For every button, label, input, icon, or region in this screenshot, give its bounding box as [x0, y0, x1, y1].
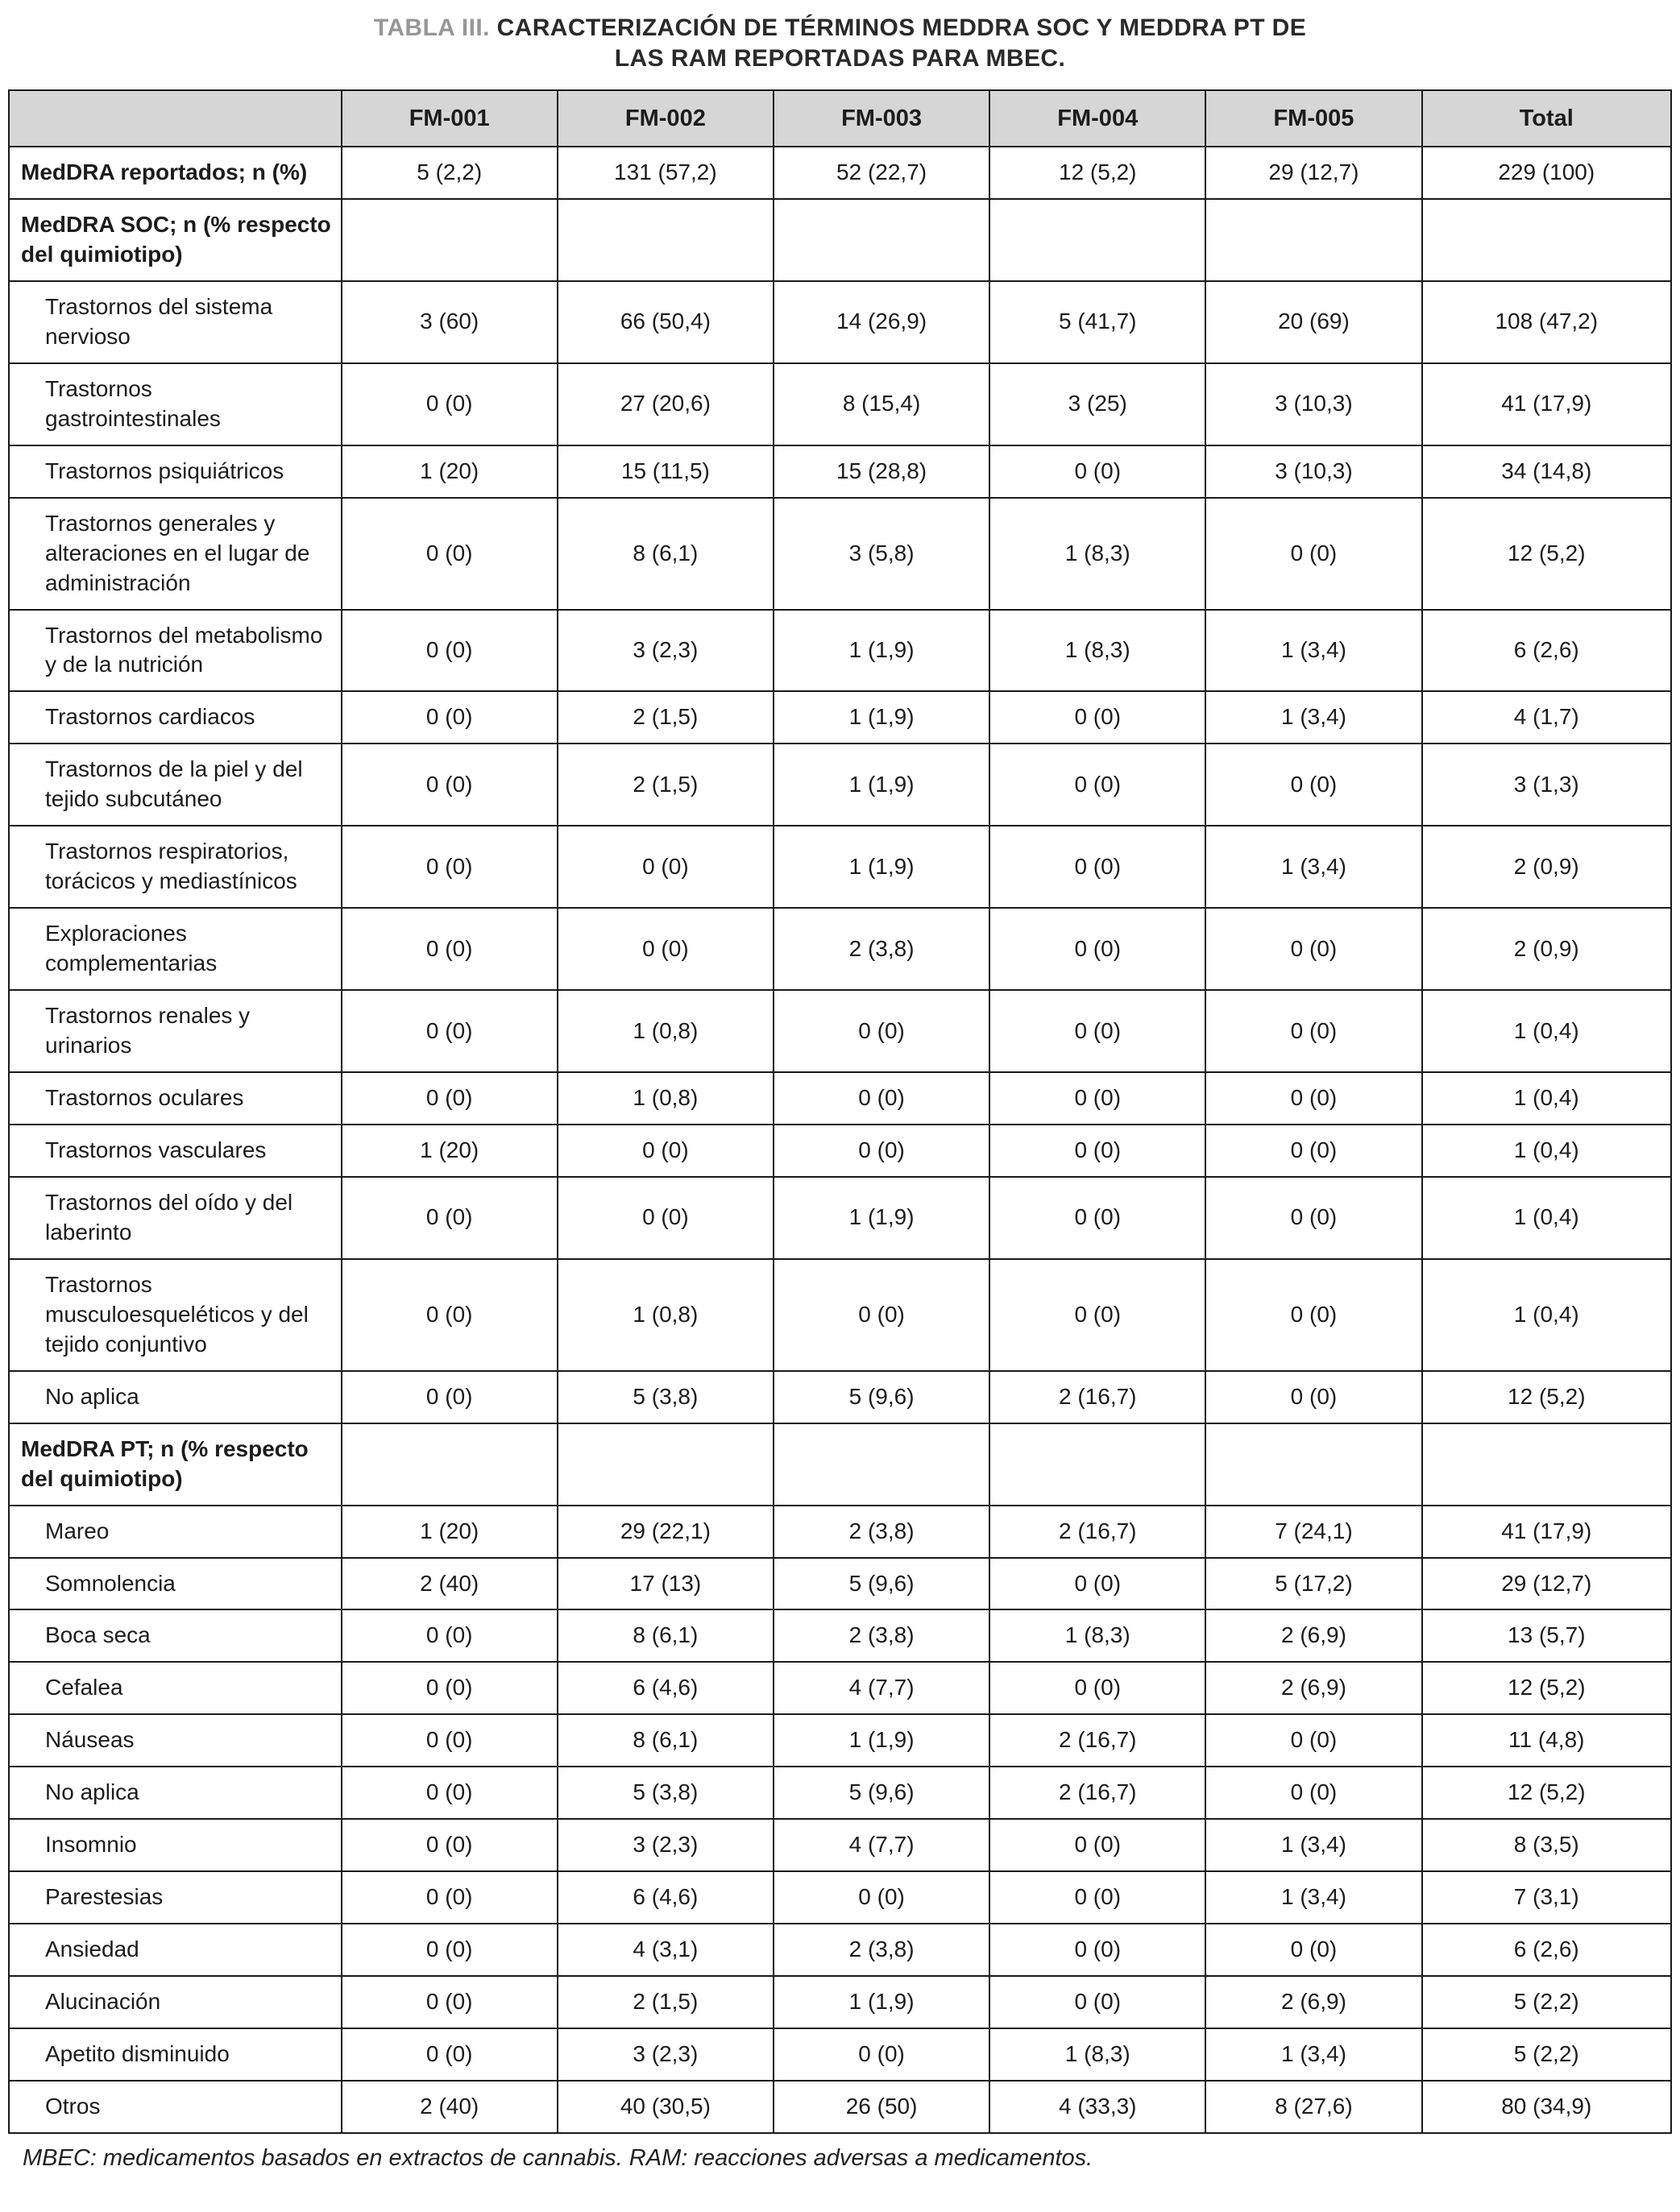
value-cell: 17 (13): [558, 1558, 774, 1610]
value-cell: [342, 199, 558, 281]
value-cell: 0 (0): [342, 1924, 558, 1976]
value-cell: [989, 1423, 1205, 1506]
value-cell: 2 (3,8): [774, 1506, 989, 1558]
table-row: [9, 363, 1671, 445]
row-label: Trastornos de la piel y del tejido subcutáneo: [9, 744, 342, 826]
table-row: [9, 281, 1671, 363]
table-row: [9, 1767, 1671, 1819]
value-cell: 40 (30,5): [558, 2081, 774, 2133]
value-cell: 0 (0): [342, 1662, 558, 1714]
value-cell: 0 (0): [774, 990, 989, 1072]
table-row: [9, 1072, 1671, 1125]
value-cell: 0 (0): [989, 1177, 1205, 1259]
value-cell: 3 (2,3): [558, 610, 774, 692]
value-cell: 1 (20): [342, 1506, 558, 1558]
value-cell: 5 (2,2): [342, 147, 558, 199]
value-cell: 5 (17,2): [1205, 1558, 1421, 1610]
row-label: Somnolencia: [9, 1558, 342, 1610]
column-header-fm-002: FM-002: [558, 90, 774, 147]
value-cell: 1 (0,4): [1422, 1259, 1671, 1371]
value-cell: 41 (17,9): [1422, 363, 1671, 445]
table-row: [9, 744, 1671, 826]
value-cell: 0 (0): [989, 1924, 1205, 1976]
value-cell: 2 (1,5): [558, 744, 774, 826]
value-cell: [1422, 1423, 1671, 1506]
value-cell: [989, 199, 1205, 281]
value-cell: 1 (1,9): [774, 610, 989, 692]
value-cell: 0 (0): [774, 1072, 989, 1125]
value-cell: 0 (0): [342, 691, 558, 744]
row-label: Ansiedad: [9, 1924, 342, 1976]
value-cell: 0 (0): [989, 1259, 1205, 1371]
value-cell: 0 (0): [342, 826, 558, 908]
value-cell: 29 (22,1): [558, 1506, 774, 1558]
value-cell: 0 (0): [989, 990, 1205, 1072]
value-cell: [558, 1423, 774, 1506]
value-cell: 0 (0): [1205, 744, 1421, 826]
table-row: [9, 1177, 1671, 1259]
value-cell: 2 (0,9): [1422, 826, 1671, 908]
value-cell: 2 (40): [342, 2081, 558, 2133]
value-cell: 0 (0): [558, 1177, 774, 1259]
row-label: Exploraciones complementarias: [9, 908, 342, 990]
value-cell: 1 (0,4): [1422, 1125, 1671, 1177]
row-label: Insomnio: [9, 1819, 342, 1871]
value-cell: 3 (10,3): [1205, 445, 1421, 498]
value-cell: 131 (57,2): [558, 147, 774, 199]
value-cell: 0 (0): [342, 1259, 558, 1371]
value-cell: 1 (3,4): [1205, 691, 1421, 744]
value-cell: 80 (34,9): [1422, 2081, 1671, 2133]
table-row: [9, 1259, 1671, 1371]
value-cell: 0 (0): [1205, 1177, 1421, 1259]
value-cell: 12 (5,2): [1422, 1371, 1671, 1423]
table-row: [9, 1371, 1671, 1423]
value-cell: 41 (17,9): [1422, 1506, 1671, 1558]
value-cell: 0 (0): [989, 1125, 1205, 1177]
value-cell: 13 (5,7): [1422, 1609, 1671, 1662]
row-label: Trastornos renales y urinarios: [9, 990, 342, 1072]
value-cell: 0 (0): [558, 1125, 774, 1177]
value-cell: 108 (47,2): [1422, 281, 1671, 363]
value-cell: 5 (2,2): [1422, 1976, 1671, 2028]
value-cell: 0 (0): [989, 445, 1205, 498]
row-label: Trastornos del oído y del laberinto: [9, 1177, 342, 1259]
row-label: Trastornos gastrointestinales: [9, 363, 342, 445]
value-cell: 1 (1,9): [774, 826, 989, 908]
table-body: [9, 147, 1671, 2133]
value-cell: 0 (0): [989, 1976, 1205, 2028]
table-row: [9, 2028, 1671, 2081]
value-cell: 6 (4,6): [558, 1871, 774, 1924]
value-cell: 2 (6,9): [1205, 1609, 1421, 1662]
table-caption: CARACTERIZACIÓN DE TÉRMINOS MEDDRA SOC Y MEDDRA PT DE LAS RAM REPORTADAS PARA MBEC.: [496, 14, 1307, 72]
value-cell: [1205, 1423, 1421, 1506]
value-cell: 229 (100): [1422, 147, 1671, 199]
value-cell: 4 (7,7): [774, 1819, 989, 1871]
value-cell: 66 (50,4): [558, 281, 774, 363]
value-cell: 5 (3,8): [558, 1767, 774, 1819]
table-row: [9, 908, 1671, 990]
value-cell: 0 (0): [342, 1371, 558, 1423]
column-header-fm-003: FM-003: [774, 90, 989, 147]
value-cell: [342, 1423, 558, 1506]
value-cell: 2 (16,7): [989, 1371, 1205, 1423]
value-cell: 0 (0): [1205, 908, 1421, 990]
value-cell: 5 (9,6): [774, 1767, 989, 1819]
value-cell: 7 (3,1): [1422, 1871, 1671, 1924]
value-cell: 1 (20): [342, 1125, 558, 1177]
value-cell: 2 (3,8): [774, 1609, 989, 1662]
row-label: MedDRA SOC; n (% respecto del quimiotipo): [9, 199, 342, 281]
table-row: [9, 1819, 1671, 1871]
value-cell: 3 (60): [342, 281, 558, 363]
row-label: Trastornos del metabolismo y de la nutrición: [9, 610, 342, 692]
value-cell: 1 (8,3): [989, 498, 1205, 610]
value-cell: 3 (5,8): [774, 498, 989, 610]
value-cell: 0 (0): [989, 908, 1205, 990]
row-label: Trastornos del sistema nervioso: [9, 281, 342, 363]
value-cell: 6 (2,6): [1422, 1924, 1671, 1976]
row-label: Trastornos musculoesqueléticos y del tejido conjuntivo: [9, 1259, 342, 1371]
table-row: [9, 1506, 1671, 1558]
table-row: [9, 990, 1671, 1072]
value-cell: 1 (3,4): [1205, 826, 1421, 908]
value-cell: 0 (0): [558, 826, 774, 908]
value-cell: 0 (0): [342, 1819, 558, 1871]
value-cell: 12 (5,2): [989, 147, 1205, 199]
table-number: TABLA III.: [373, 14, 490, 41]
value-cell: 0 (0): [989, 744, 1205, 826]
meddra-terms-table: [8, 89, 1672, 2134]
table-footnote: MBEC: medicamentos basados en extractos de cannabis. RAM: reacciones adversas a medicamentos.: [23, 2144, 1093, 2171]
value-cell: [774, 1423, 989, 1506]
value-cell: 0 (0): [1205, 498, 1421, 610]
table-row: [9, 691, 1671, 744]
row-label: Otros: [9, 2081, 342, 2133]
row-label: Trastornos generales y alteraciones en el lugar de administración: [9, 498, 342, 610]
row-label: Cefalea: [9, 1662, 342, 1714]
column-header-fm-005: FM-005: [1205, 90, 1421, 147]
value-cell: 26 (50): [774, 2081, 989, 2133]
value-cell: 12 (5,2): [1422, 1767, 1671, 1819]
value-cell: 1 (3,4): [1205, 2028, 1421, 2081]
value-cell: 1 (3,4): [1205, 1819, 1421, 1871]
value-cell: 8 (15,4): [774, 363, 989, 445]
value-cell: 11 (4,8): [1422, 1714, 1671, 1767]
value-cell: 0 (0): [342, 990, 558, 1072]
row-label: No aplica: [9, 1767, 342, 1819]
value-cell: 20 (69): [1205, 281, 1421, 363]
table-row: [9, 1714, 1671, 1767]
value-cell: 5 (3,8): [558, 1371, 774, 1423]
row-label: Trastornos cardiacos: [9, 691, 342, 744]
value-cell: 5 (2,2): [1422, 2028, 1671, 2081]
value-cell: 0 (0): [558, 908, 774, 990]
table-row: [9, 1662, 1671, 1714]
value-cell: 2 (1,5): [558, 1976, 774, 2028]
row-label: Apetito disminuido: [9, 2028, 342, 2081]
value-cell: 0 (0): [774, 2028, 989, 2081]
value-cell: 0 (0): [342, 1072, 558, 1125]
value-cell: 0 (0): [342, 363, 558, 445]
value-cell: 2 (1,5): [558, 691, 774, 744]
value-cell: 52 (22,7): [774, 147, 989, 199]
value-cell: 0 (0): [342, 1976, 558, 2028]
value-cell: 1 (1,9): [774, 1714, 989, 1767]
value-cell: 0 (0): [989, 691, 1205, 744]
value-cell: 8 (6,1): [558, 498, 774, 610]
value-cell: 29 (12,7): [1422, 1558, 1671, 1610]
table-row: [9, 199, 1671, 281]
value-cell: 3 (1,3): [1422, 744, 1671, 826]
row-label: Náuseas: [9, 1714, 342, 1767]
row-label: Parestesias: [9, 1871, 342, 1924]
value-cell: 12 (5,2): [1422, 498, 1671, 610]
value-cell: 0 (0): [342, 1177, 558, 1259]
value-cell: 3 (2,3): [558, 2028, 774, 2081]
value-cell: 1 (1,9): [774, 1976, 989, 2028]
value-cell: 1 (3,4): [1205, 1871, 1421, 1924]
value-cell: 1 (0,8): [558, 1259, 774, 1371]
value-cell: 8 (3,5): [1422, 1819, 1671, 1871]
value-cell: 0 (0): [342, 2028, 558, 2081]
row-label: No aplica: [9, 1371, 342, 1423]
value-cell: 5 (9,6): [774, 1558, 989, 1610]
value-cell: 3 (25): [989, 363, 1205, 445]
table-row: [9, 147, 1671, 199]
table-row: [9, 2081, 1671, 2133]
value-cell: 1 (8,3): [989, 610, 1205, 692]
table-row: [9, 610, 1671, 692]
table-row: [9, 826, 1671, 908]
value-cell: 27 (20,6): [558, 363, 774, 445]
value-cell: 4 (1,7): [1422, 691, 1671, 744]
row-label: MedDRA PT; n (% respecto del quimiotipo): [9, 1423, 342, 1506]
value-cell: 0 (0): [342, 498, 558, 610]
value-cell: 2 (16,7): [989, 1767, 1205, 1819]
value-cell: 0 (0): [989, 1558, 1205, 1610]
value-cell: 4 (7,7): [774, 1662, 989, 1714]
value-cell: 0 (0): [1205, 1072, 1421, 1125]
value-cell: 0 (0): [989, 1819, 1205, 1871]
table-row: [9, 1609, 1671, 1662]
table-row: [9, 1558, 1671, 1610]
row-label: Mareo: [9, 1506, 342, 1558]
value-cell: 0 (0): [774, 1871, 989, 1924]
row-label: Trastornos psiquiátricos: [9, 445, 342, 498]
column-header-fm-001: FM-001: [342, 90, 558, 147]
value-cell: 6 (4,6): [558, 1662, 774, 1714]
value-cell: 1 (20): [342, 445, 558, 498]
column-header-empty: [9, 90, 342, 147]
value-cell: 2 (16,7): [989, 1506, 1205, 1558]
value-cell: 1 (8,3): [989, 1609, 1205, 1662]
value-cell: 0 (0): [342, 744, 558, 826]
value-cell: 3 (2,3): [558, 1819, 774, 1871]
value-cell: 4 (3,1): [558, 1924, 774, 1976]
table-row: [9, 498, 1671, 610]
value-cell: 0 (0): [342, 1767, 558, 1819]
value-cell: 5 (41,7): [989, 281, 1205, 363]
table-row: [9, 1976, 1671, 2028]
value-cell: 2 (0,9): [1422, 908, 1671, 990]
value-cell: 2 (6,9): [1205, 1662, 1421, 1714]
value-cell: 29 (12,7): [1205, 147, 1421, 199]
value-cell: 3 (10,3): [1205, 363, 1421, 445]
value-cell: [1205, 199, 1421, 281]
value-cell: 0 (0): [989, 1072, 1205, 1125]
value-cell: 15 (11,5): [558, 445, 774, 498]
value-cell: 8 (6,1): [558, 1714, 774, 1767]
value-cell: 1 (1,9): [774, 691, 989, 744]
value-cell: 6 (2,6): [1422, 610, 1671, 692]
value-cell: 15 (28,8): [774, 445, 989, 498]
value-cell: 0 (0): [1205, 1371, 1421, 1423]
value-cell: 1 (0,8): [558, 990, 774, 1072]
value-cell: 0 (0): [774, 1125, 989, 1177]
value-cell: 0 (0): [989, 1871, 1205, 1924]
value-cell: 5 (9,6): [774, 1371, 989, 1423]
value-cell: 7 (24,1): [1205, 1506, 1421, 1558]
value-cell: 0 (0): [989, 1662, 1205, 1714]
table-row: [9, 1924, 1671, 1976]
value-cell: 1 (1,9): [774, 1177, 989, 1259]
value-cell: 0 (0): [342, 610, 558, 692]
value-cell: 0 (0): [1205, 1767, 1421, 1819]
value-cell: 2 (3,8): [774, 1924, 989, 1976]
value-cell: 0 (0): [342, 908, 558, 990]
row-label: MedDRA reportados; n (%): [9, 147, 342, 199]
table-row: [9, 445, 1671, 498]
row-label: Boca seca: [9, 1609, 342, 1662]
value-cell: 1 (8,3): [989, 2028, 1205, 2081]
value-cell: 1 (0,4): [1422, 1177, 1671, 1259]
row-label: Trastornos oculares: [9, 1072, 342, 1125]
value-cell: 0 (0): [342, 1714, 558, 1767]
value-cell: 0 (0): [1205, 1714, 1421, 1767]
value-cell: [774, 199, 989, 281]
value-cell: 0 (0): [989, 826, 1205, 908]
row-label: Trastornos vasculares: [9, 1125, 342, 1177]
header-row: [9, 90, 1671, 147]
value-cell: 1 (3,4): [1205, 610, 1421, 692]
value-cell: [1422, 199, 1671, 281]
table-row: [9, 1125, 1671, 1177]
table-header: [9, 90, 1671, 147]
value-cell: 2 (16,7): [989, 1714, 1205, 1767]
table-row: [9, 1871, 1671, 1924]
column-header-fm-004: FM-004: [989, 90, 1205, 147]
value-cell: 0 (0): [1205, 990, 1421, 1072]
value-cell: 1 (0,4): [1422, 1072, 1671, 1125]
value-cell: 1 (0,4): [1422, 990, 1671, 1072]
value-cell: 34 (14,8): [1422, 445, 1671, 498]
value-cell: 0 (0): [774, 1259, 989, 1371]
row-label: Trastornos respiratorios, torácicos y mediastínicos: [9, 826, 342, 908]
value-cell: 8 (6,1): [558, 1609, 774, 1662]
value-cell: 1 (0,8): [558, 1072, 774, 1125]
value-cell: [558, 199, 774, 281]
value-cell: 2 (3,8): [774, 908, 989, 990]
value-cell: 0 (0): [342, 1871, 558, 1924]
table-title: [357, 13, 1324, 75]
value-cell: 12 (5,2): [1422, 1662, 1671, 1714]
row-label: Alucinación: [9, 1976, 342, 2028]
value-cell: 0 (0): [1205, 1125, 1421, 1177]
value-cell: 8 (27,6): [1205, 2081, 1421, 2133]
value-cell: 0 (0): [1205, 1259, 1421, 1371]
value-cell: 2 (6,9): [1205, 1976, 1421, 2028]
value-cell: 0 (0): [1205, 1924, 1421, 1976]
value-cell: 4 (33,3): [989, 2081, 1205, 2133]
column-header-total: Total: [1422, 90, 1671, 147]
value-cell: 2 (40): [342, 1558, 558, 1610]
value-cell: 0 (0): [342, 1609, 558, 1662]
table-row: [9, 1423, 1671, 1506]
value-cell: 1 (1,9): [774, 744, 989, 826]
value-cell: 14 (26,9): [774, 281, 989, 363]
